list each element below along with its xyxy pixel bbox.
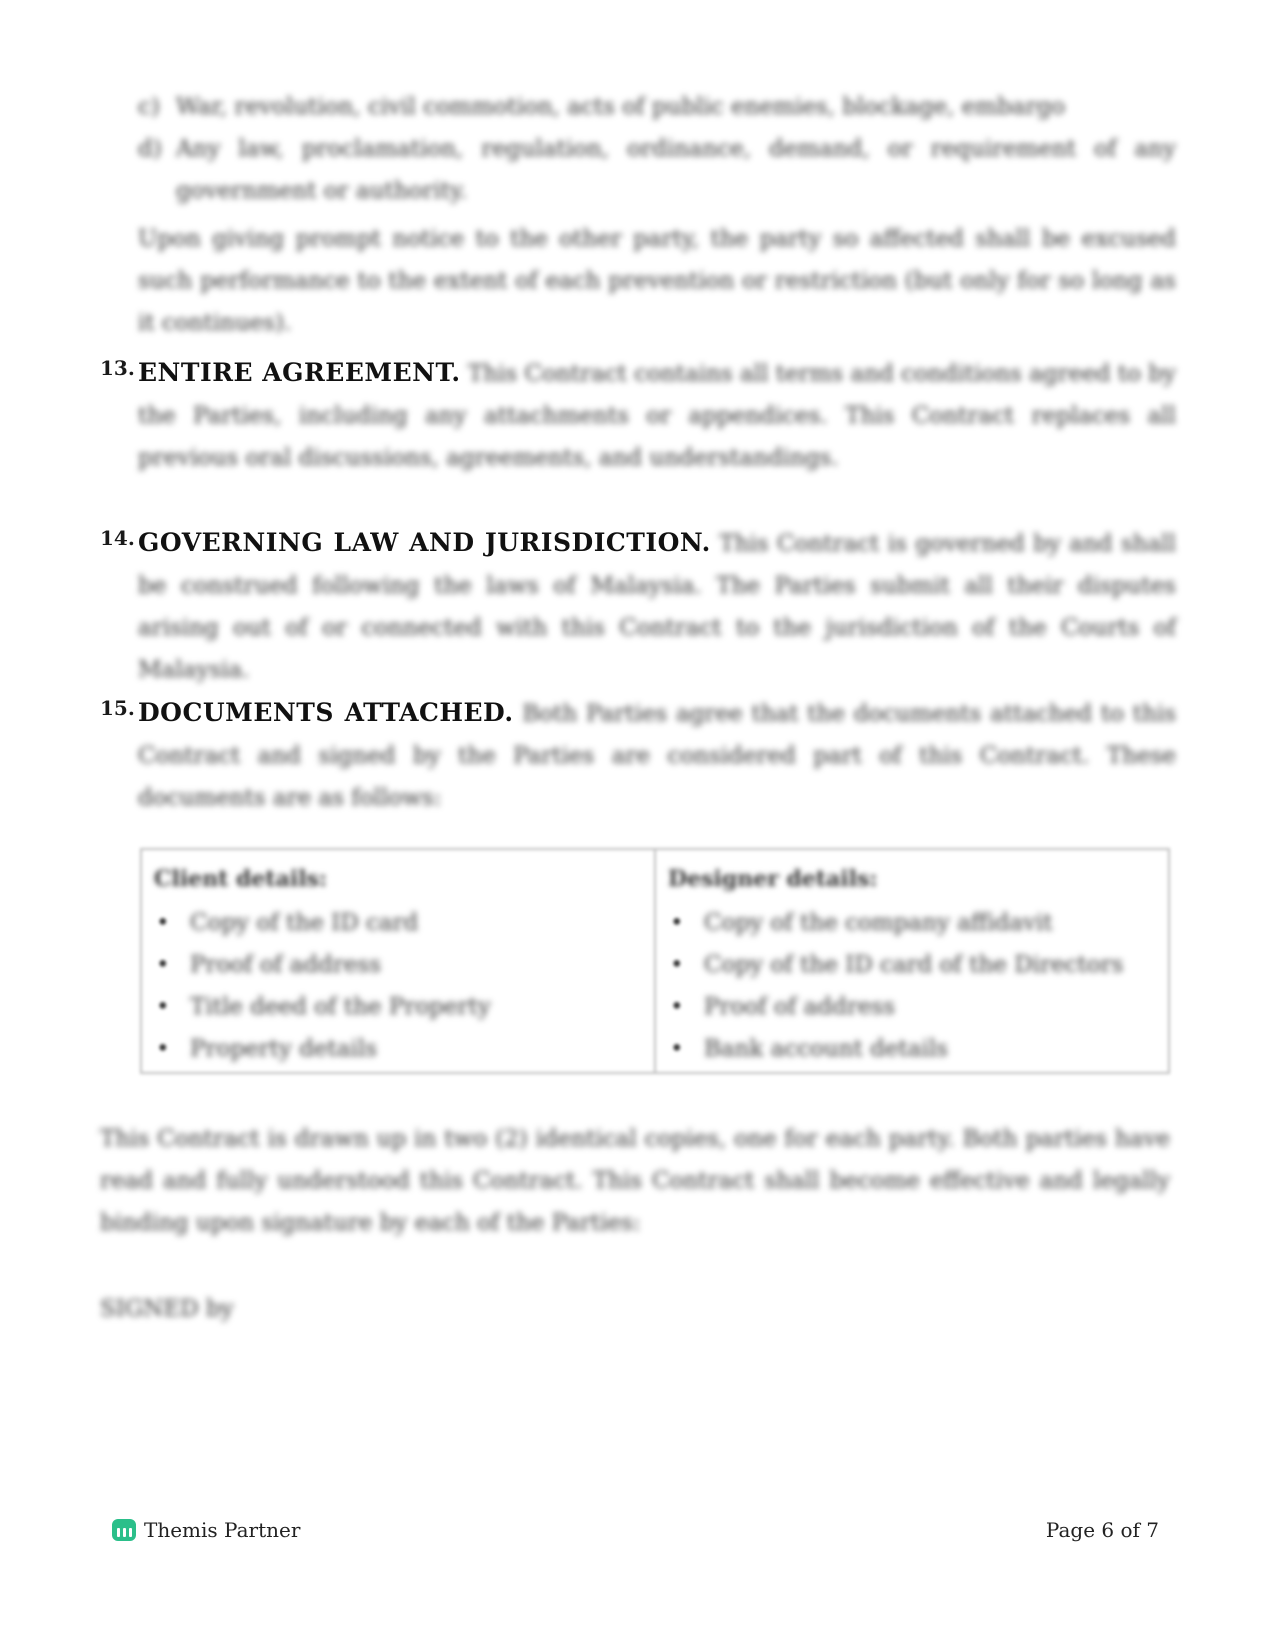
client-document-item: • Property details (154, 1028, 642, 1070)
documents-table (140, 848, 1170, 1074)
client-document-item: • Copy of the ID card (154, 902, 642, 944)
list-marker: c) (138, 94, 160, 120)
section-text: Both Parties agree that the documents attached to this Contract and signed by the Parties are considered part of this Contract. These documents are as follows: (138, 701, 1176, 811)
section-number: 15. (100, 696, 135, 720)
footer-brand-name: Themis Partner (144, 1518, 301, 1542)
section-text: This Contract contains all terms and conditions agreed to by the Parties, including any attachments or appendices. This Contract replaces all previous oral discussions, agreements, and understandings. (138, 361, 1176, 471)
bullet-icon: • (156, 952, 170, 978)
signed-by-label: SIGNED by (100, 1296, 234, 1322)
page-number: Page 6 of 7 (1045, 1518, 1159, 1542)
section-number: 13. (100, 356, 135, 380)
designer-document-item: • Bank account details (668, 1028, 1156, 1070)
client-details-column (142, 850, 654, 1072)
designer-document-item: • Copy of the company affidavit (668, 902, 1156, 944)
section-heading: ENTIRE AGREEMENT. (138, 358, 461, 387)
section-text: This Contract is governed by and shall be construed following the laws of Malaysia. The Parties submit all their disputes arising out of or connected with this Contract to the jurisdiction of the Courts of Malaysia. (138, 531, 1177, 683)
bullet-icon: • (670, 994, 684, 1020)
client-document-item: • Title deed of the Property (154, 986, 642, 1028)
client-details-title: Client details: (154, 866, 328, 892)
list-item-d (138, 128, 1176, 212)
list-item-text: Any law, proclamation, regulation, ordinance, demand, or requirement of any government or authority. (176, 136, 1176, 204)
bullet-icon: • (156, 994, 170, 1020)
bullet-icon: • (156, 1036, 170, 1062)
client-document-item: • Proof of address (154, 944, 642, 986)
designer-details-title: Designer details: (668, 866, 878, 892)
bullet-icon: • (670, 1036, 684, 1062)
bullet-icon: • (156, 910, 170, 936)
force-majeure-closing: Upon giving prompt notice to the other party, the party so affected shall be excused such performance to the extent of each prevention or restriction (but only for so long as it continues). (138, 226, 1176, 336)
footer-brand (112, 1518, 300, 1542)
bullet-icon: • (670, 910, 684, 936)
designer-document-item: • Proof of address (668, 986, 1156, 1028)
list-marker: d) (138, 136, 162, 162)
themis-partner-logo-icon (112, 1519, 136, 1541)
section-governing-law (100, 522, 1176, 691)
section-heading: GOVERNING LAW AND JURISDICTION. (138, 528, 711, 557)
section-number: 14. (100, 526, 135, 550)
designer-details-column (654, 850, 1168, 1072)
section-documents-attached (100, 692, 1176, 819)
list-item-text: War, revolution, civil commotion, acts of public enemies, blockage, embargo (176, 94, 1066, 120)
section-heading: DOCUMENTS ATTACHED. (138, 698, 514, 727)
section-entire-agreement (100, 352, 1176, 479)
closing-paragraph: This Contract is drawn up in two (2) identical copies, one for each party. Both parties have read and fully understood this Contract. This Contract shall become effective and legally binding upon signature by each of the Parties: (100, 1126, 1170, 1236)
designer-document-item: • Copy of the ID card of the Directors (668, 944, 1156, 986)
list-item-c (138, 86, 1176, 128)
bullet-icon: • (670, 952, 684, 978)
